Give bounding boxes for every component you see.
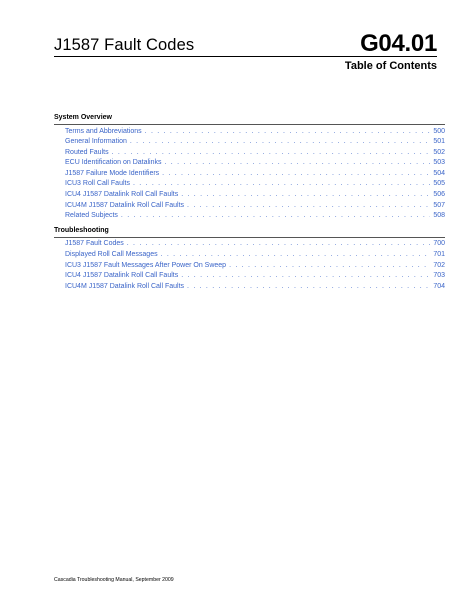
toc-entry-page: 704: [433, 282, 445, 290]
toc-entry-page: 500: [433, 127, 445, 135]
toc-entry-label: ICU3 Roll Call Faults: [65, 180, 130, 188]
toc-entry[interactable]: [54, 169, 445, 180]
toc-entry-page: 504: [433, 169, 445, 177]
dot-leader: [181, 271, 430, 282]
dot-leader: [187, 201, 430, 212]
dot-leader: [121, 211, 430, 222]
toc-entry-page: 501: [433, 138, 445, 146]
dot-leader: [133, 179, 430, 190]
toc-entry-label: Related Subjects: [65, 212, 118, 220]
toc-entry-label: J1587 Failure Mode Identifiers: [65, 169, 160, 177]
toc-entry-label: ICU4M J1587 Datalink Roll Call Faults: [65, 201, 185, 209]
toc-entry-page: 502: [433, 148, 445, 156]
toc-entry-page: 700: [433, 240, 445, 248]
dot-leader: [161, 250, 431, 261]
toc-entry-page: 703: [433, 272, 445, 280]
dot-leader: [112, 148, 431, 159]
toc-entry[interactable]: [54, 211, 445, 222]
header-divider: [54, 56, 437, 57]
toc-section-title: Troubleshooting: [54, 226, 109, 234]
dot-leader: [229, 261, 430, 272]
toc-entry-label: ICU4M J1587 Datalink Roll Call Faults: [65, 282, 185, 290]
toc-entry[interactable]: [54, 271, 445, 282]
toc-entry-label: Displayed Roll Call Messages: [65, 250, 158, 258]
toc-entry-page: 506: [433, 191, 445, 199]
toc-entry-page: 702: [433, 261, 445, 269]
dot-leader: [162, 169, 430, 180]
toc-entry-page: 701: [433, 250, 445, 258]
toc-entry[interactable]: [54, 201, 445, 212]
dot-leader: [127, 239, 431, 250]
section-code: G04.01: [360, 30, 437, 57]
toc-entry[interactable]: [54, 148, 445, 159]
toc-entry-label: ICU3 J1587 Fault Messages After Power On Sweep: [65, 261, 227, 269]
toc-entry-label: ECU Identification on Datalinks: [65, 159, 162, 167]
toc-entry-label: Terms and Abbreviations: [65, 127, 142, 135]
toc-entry[interactable]: [54, 261, 445, 272]
toc-entry[interactable]: [54, 179, 445, 190]
page-title: J1587 Fault Codes: [54, 36, 195, 54]
toc-entry[interactable]: [54, 239, 445, 250]
table-of-contents: [54, 113, 445, 292]
toc-heading: Table of Contents: [344, 60, 437, 72]
toc-entry[interactable]: [54, 127, 445, 138]
toc-section-system-overview: [54, 113, 445, 222]
dot-leader: [165, 158, 431, 169]
toc-entry-label: Routed Faults: [65, 148, 109, 156]
dot-leader: [130, 137, 430, 148]
toc-entry-label: J1587 Fault Codes: [65, 240, 124, 248]
toc-entry[interactable]: [54, 282, 445, 293]
toc-entry[interactable]: [54, 137, 445, 148]
toc-section-title: System Overview: [54, 114, 112, 121]
toc-entry-label: General Information: [65, 138, 127, 146]
toc-entry-page: 505: [433, 180, 445, 188]
toc-entry-page: 503: [433, 159, 445, 167]
dot-leader: [145, 127, 431, 138]
dot-leader: [181, 190, 430, 201]
page-footer: Cascadia Troubleshooting Manual, September 2009: [54, 577, 174, 583]
toc-entry[interactable]: [54, 158, 445, 169]
section-divider: [54, 237, 445, 238]
section-divider: [54, 124, 445, 125]
toc-entry[interactable]: [54, 190, 445, 201]
toc-entry-label: ICU4 J1587 Datalink Roll Call Faults: [65, 191, 179, 199]
dot-leader: [187, 282, 430, 293]
toc-entry-label: ICU4 J1587 Datalink Roll Call Faults: [65, 272, 179, 280]
toc-section-troubleshooting: [54, 226, 445, 292]
toc-entry[interactable]: [54, 250, 445, 261]
toc-entry-page: 508: [433, 212, 445, 220]
toc-entry-page: 507: [433, 201, 445, 209]
